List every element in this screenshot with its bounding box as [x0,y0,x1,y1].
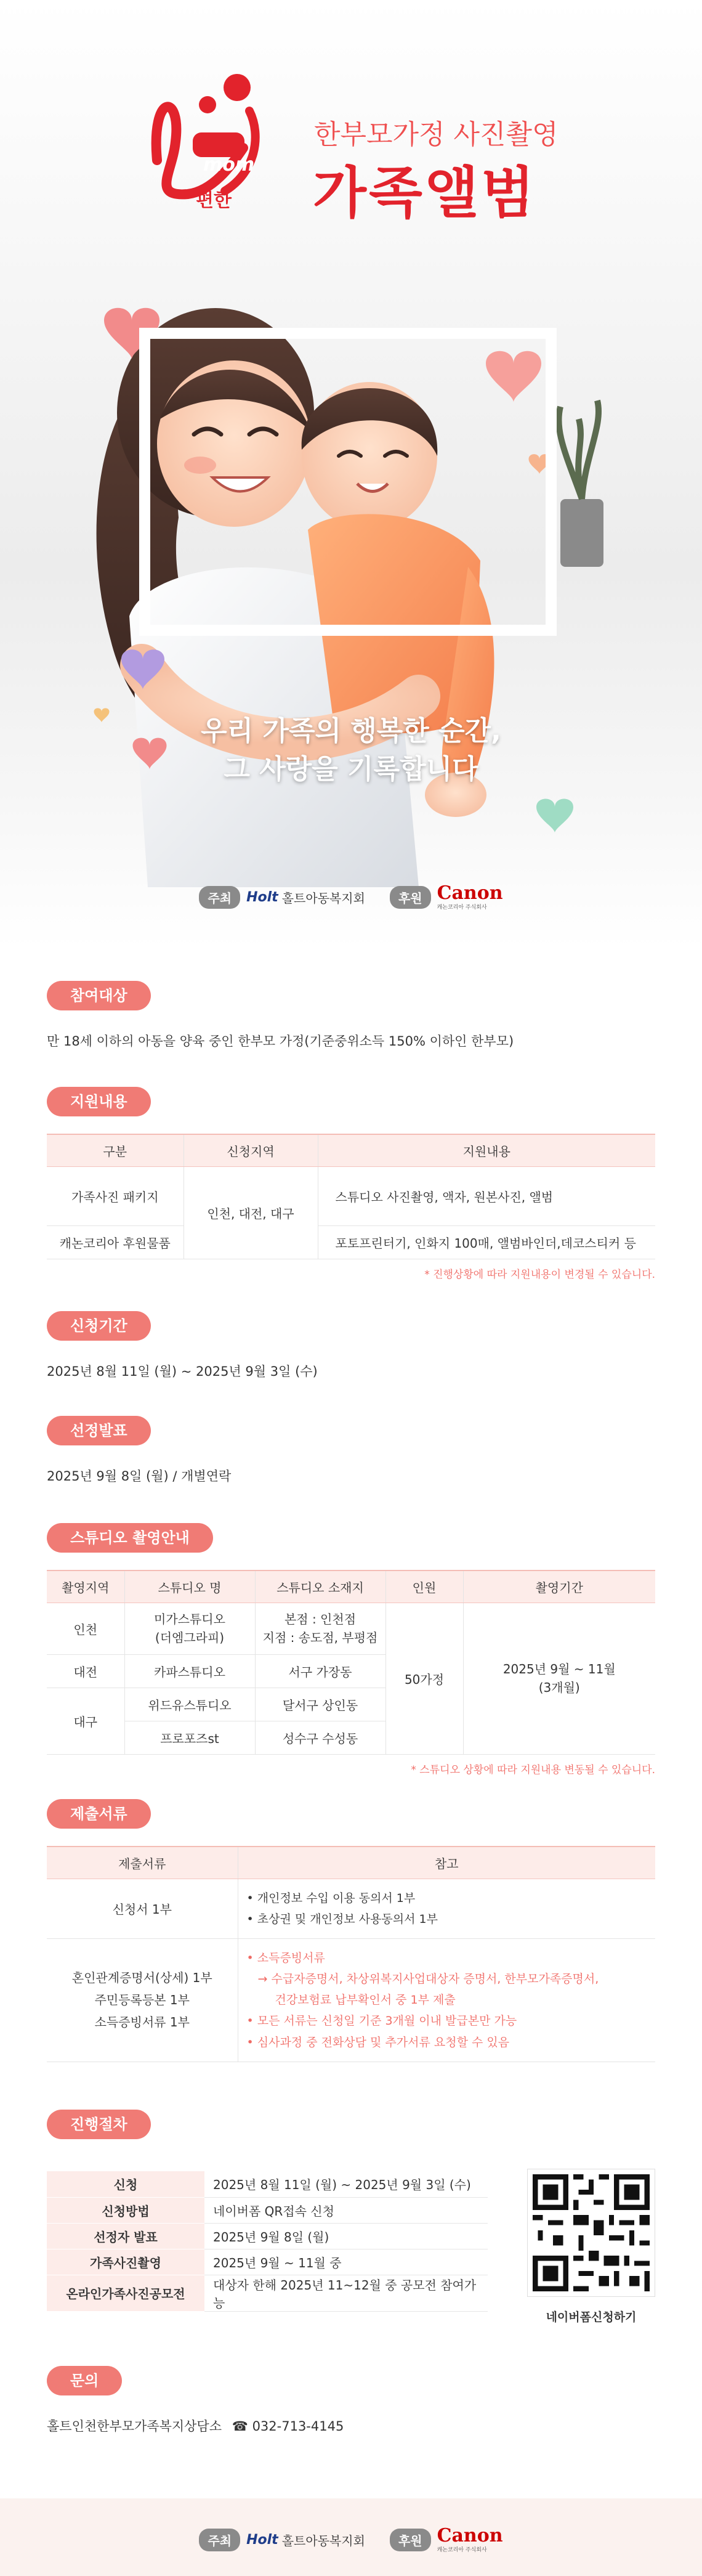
documents-label: 제출서류 [47,1799,151,1829]
contact-name: 홀트인천한부모가족복지상담소 [47,2419,222,2434]
process-section [47,2110,655,2139]
announce-label: 선정발표 [47,1416,151,1445]
table-header: 지원내용 [318,1134,655,1166]
studio-label: 스튜디오 촬영안내 [47,1523,213,1553]
document-note-item: 건강보험료 납부확인서 중 1부 제출 [275,1993,456,2007]
document-name: 주민등록등본 1부 [94,1993,190,2008]
host-tag: 주최 [199,2529,240,2551]
table-header: 스튜디오 명 [124,1570,255,1603]
process-value: 2025년 9월 ~ 11월 중 [204,2249,488,2275]
studio-note: * 스튜디오 상황에 따라 지원내용 변동될 수 있습니다. [411,1763,655,1776]
document-name: 소득증빙서류 1부 [94,2015,190,2030]
host-tag: 주최 [199,886,240,909]
document-note-item: • 모든 서류는 신청일 기준 3개월 이내 발급본만 가능 [246,2014,517,2028]
process-value: 2025년 9월 8일 (월) [204,2223,488,2249]
document-name: 신청서 1부 [47,1879,238,1938]
document-note-item: • 개인정보 수입 이용 동의서 1부 [246,1891,416,1905]
contact-section [47,2366,655,2435]
document-name-list [47,1938,238,2062]
hero-banner [0,0,702,949]
studio-people: 50가정 [385,1603,463,1754]
table-header: 신청지역 [184,1134,318,1166]
studio-name-line2: (더엠그라피) [155,1630,225,1645]
table-row [47,1879,655,1938]
table-header: 스튜디오 소재지 [255,1570,385,1603]
qr-code-icon[interactable] [527,2169,655,2297]
canon-logo-text: Canon [437,882,503,904]
documents-section [47,1799,655,2062]
table-header-row [47,1570,655,1603]
process-value: 네이버폼 QR접속 신청 [204,2197,488,2223]
contact-text [47,2416,655,2435]
process-table [47,2171,488,2312]
document-note-item: • 소득증빙서류 [246,1951,325,1965]
process-key: 신청방법 [47,2197,204,2223]
document-note-item: • 심사과정 중 전화상담 및 추가서류 요청할 수 있음 [246,2035,510,2049]
table-header: 제출서류 [47,1847,238,1879]
support-category: 캐논코리아 후원물품 [47,1225,184,1259]
contact-phone: 032-713-4145 [252,2419,344,2434]
studio-region: 인천 [47,1603,124,1654]
studio-period [463,1603,655,1754]
canon-logo-text: Canon [437,2525,503,2546]
table-row [47,1603,655,1654]
studio-location [255,1603,385,1654]
host-org [199,2529,365,2551]
table-row [47,1938,655,2062]
qr-label: 네이버폼신청하기 [546,2310,637,2324]
studio-location: 서구 가장동 [255,1654,385,1688]
support-table [47,1134,655,1259]
document-name: 혼인관계증명서(상세) 1부 [71,1970,212,1986]
studio-location: 달서구 상인동 [255,1688,385,1721]
process-key: 선정자 발표 [47,2223,204,2249]
host-name: 홀트아동복지회 [281,2533,365,2548]
holt-logo-icon: Holt [246,890,278,905]
studio-name: 프로포즈st [124,1721,255,1754]
hero-headline-line2: 그 사랑을 기록합니다 [224,754,478,785]
table-header: 촬영지역 [47,1570,124,1603]
canon-sub-text: 캐논코리아 주식회사 [437,904,487,911]
eligibility-label: 참여대상 [47,981,151,1010]
support-note: * 진행상황에 따라 지원내용이 변경될 수 있습니다. [424,1268,655,1281]
sponsor-tag: 후원 [390,2529,431,2551]
studio-name [124,1603,255,1654]
logo-hangul-text: 편한 [196,190,232,211]
contact-label: 문의 [47,2366,122,2395]
hero-sponsor-row [0,884,702,911]
hero-headline-line1: 우리 가족의 행복한 순간, [201,715,501,747]
sponsor-org [390,2527,503,2553]
support-content: 스튜디오 사진촬영, 액자, 원본사진, 앨범 [318,1166,655,1225]
period-section [47,1311,655,1380]
process-value: 2025년 8월 11일 (월) ~ 2025년 9월 3일 (수) [204,2171,488,2197]
studio-region: 대구 [47,1688,124,1754]
period-text: 2025년 8월 11일 (월) ~ 2025년 9월 3일 (수) [47,1364,318,1379]
studio-location-line1: 본점 : 인천점 [284,1612,357,1627]
host-name: 홀트아동복지회 [281,891,365,906]
table-row [47,2275,488,2311]
studio-region: 대전 [47,1654,124,1688]
canon-logo-icon [437,884,503,911]
support-region: 인천, 대전, 대구 [184,1166,318,1259]
studio-section [47,1523,655,1776]
process-label: 진행절차 [47,2110,151,2139]
document-notes [238,1938,655,2062]
eligibility-section [47,981,655,1050]
holt-logo-icon: Holt [246,2532,278,2548]
support-label: 지원내용 [47,1087,151,1116]
phone-icon: ☎ [232,2419,248,2434]
table-header-row [47,1847,655,1879]
canon-logo-icon [437,2527,503,2553]
table-row [47,1225,655,1259]
table-header: 참고 [238,1847,655,1879]
document-note-item: → 수급자증명서, 차상위복지사업대상자 증명서, 한부모가족증명서, [257,1972,599,1986]
announce-text: 2025년 9월 8일 (월) / 개별연락 [47,1469,232,1484]
support-section [47,1087,655,1281]
document-note-item: • 초상권 및 개인정보 사용동의서 1부 [246,1912,438,1926]
footer-sponsor-row [0,2527,702,2553]
document-notes [238,1879,655,1938]
studio-name-line1: 미가스튜디오 [154,1612,225,1627]
table-row [47,2197,488,2223]
logo-mom-text: mom [203,154,255,176]
studio-location-line2: 지점 : 송도점, 부평점 [262,1630,378,1645]
host-org [199,886,365,909]
table-row [47,1166,655,1225]
studio-period-line2: (3개월) [538,1680,580,1695]
support-category: 가족사진 패키지 [47,1166,184,1225]
table-row [47,2171,488,2197]
table-row [47,2249,488,2275]
logo-title: 가족앨범 [313,161,537,226]
sponsor-tag: 후원 [390,886,431,909]
footer [0,2498,702,2576]
documents-table [47,1846,655,2062]
announce-section [47,1416,655,1485]
canon-sub-text: 캐논코리아 주식회사 [437,2547,487,2553]
table-header: 촬영기간 [463,1570,655,1603]
white-photo-frame [139,328,557,636]
table-header: 인원 [385,1570,463,1603]
support-content: 포토프린터기, 인화지 100매, 앨범바인더,데코스티커 등 [318,1225,655,1259]
period-label: 신청기간 [47,1311,151,1341]
table-header-row [47,1134,655,1166]
process-key: 신청 [47,2171,204,2197]
table-header: 구분 [47,1134,184,1166]
studio-period-line1: 2025년 9월 ~ 11월 [502,1662,616,1676]
studio-location: 성수구 수성동 [255,1721,385,1754]
process-key: 가족사진촬영 [47,2249,204,2275]
table-row [47,2223,488,2249]
studio-table [47,1570,655,1755]
process-value: 대상자 한해 2025년 11~12월 중 공모전 참여가능 [204,2275,488,2311]
studio-name: 위드유스튜디오 [124,1688,255,1721]
process-key: 온라인가족사진공모전 [47,2275,204,2311]
eligibility-text: 만 18세 이하의 아동을 양육 중인 한부모 가정(기준중위소득 150% 이하인 한부모) [47,1034,514,1049]
sponsor-org [390,884,503,911]
studio-name: 카파스튜디오 [124,1654,255,1688]
logo-subtitle: 한부모가정 사진촬영 [314,119,559,150]
